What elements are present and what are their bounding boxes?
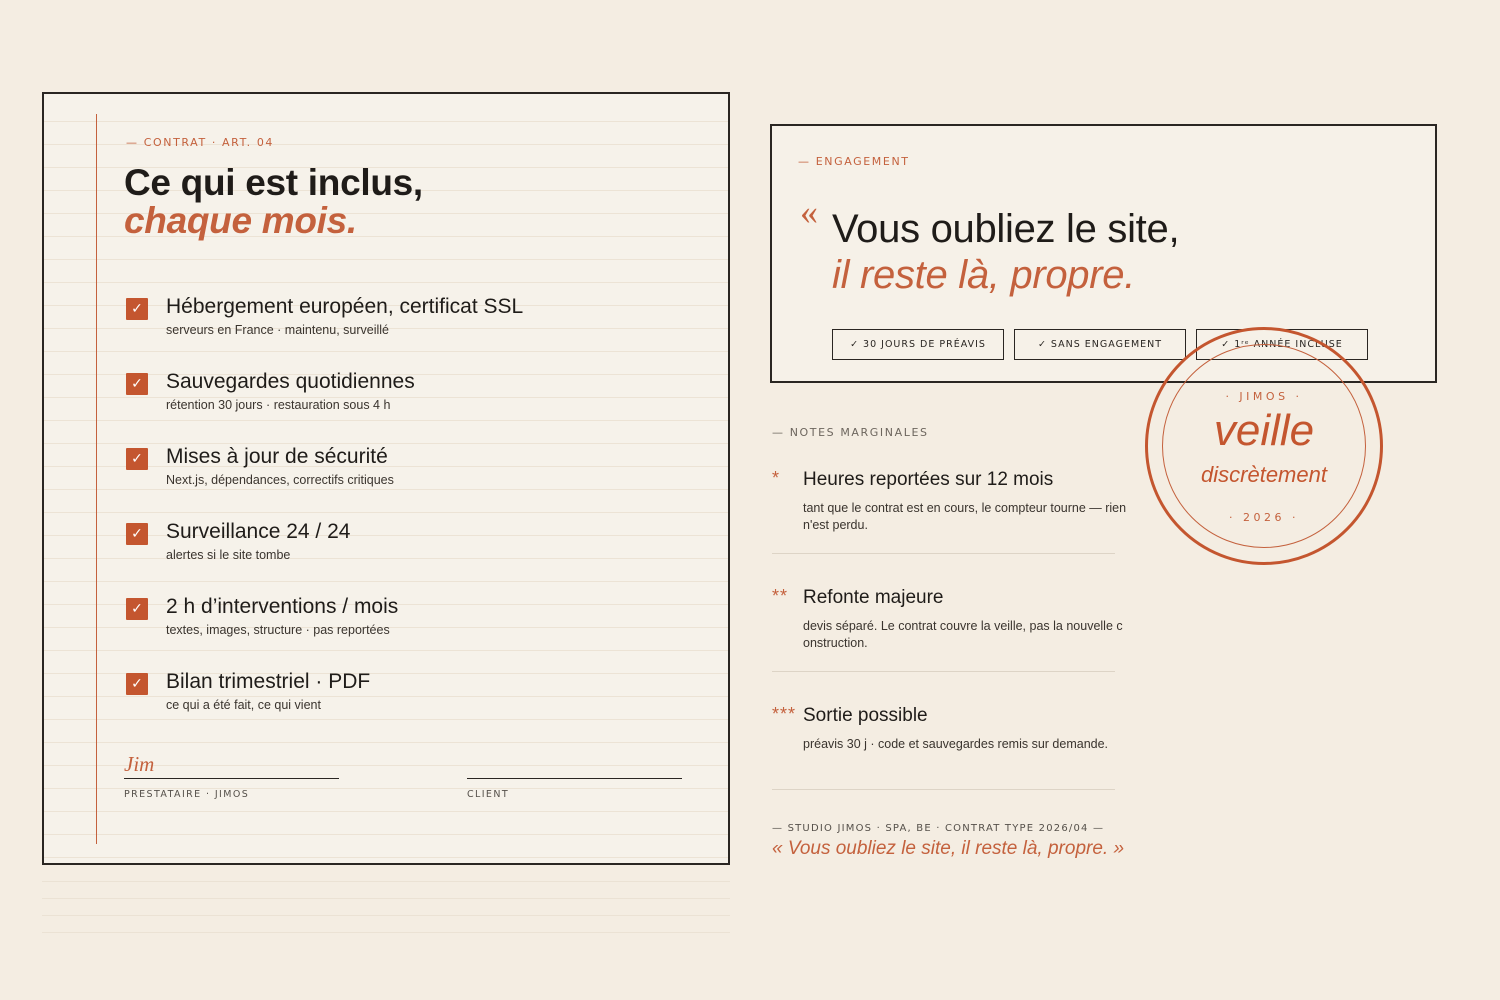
note-item	[772, 704, 1115, 790]
list-item	[124, 444, 704, 519]
pill-no-commitment: ✓ SANS ENGAGEMENT	[1014, 329, 1186, 360]
item-title: Bilan trimestriel · PDF	[166, 670, 371, 693]
contract-title	[124, 164, 423, 240]
checkbox-checked-icon: ✓	[126, 673, 148, 695]
note-title: Heures reportées sur 12 mois	[803, 469, 1054, 490]
note-marker: *	[772, 468, 781, 488]
item-subtitle: Next.js, dépendances, correctifs critiques	[166, 473, 394, 487]
margin-rule	[96, 114, 97, 844]
note-title: Sortie possible	[803, 705, 928, 726]
list-item	[124, 294, 704, 369]
engagement-card	[770, 124, 1437, 383]
item-subtitle: rétention 30 jours · restauration sous 4 h	[166, 398, 391, 412]
note-item	[772, 586, 1123, 672]
list-item	[124, 369, 704, 444]
item-title: 2 h d’interventions / mois	[166, 595, 399, 618]
item-title: Mises à jour de sécurité	[166, 445, 388, 468]
signature-client-label: CLIENT	[467, 789, 510, 800]
contract-title-line1: Ce qui est inclus,	[124, 162, 423, 203]
item-title: Sauvegardes quotidiennes	[166, 370, 415, 393]
note-marker: **	[772, 586, 789, 606]
list-item	[124, 594, 704, 669]
engagement-quote	[832, 206, 1179, 298]
checkbox-checked-icon: ✓	[126, 598, 148, 620]
item-title: Surveillance 24 / 24	[166, 520, 351, 543]
item-subtitle: ce qui a été fait, ce qui vient	[166, 698, 321, 712]
contract-eyebrow: — CONTRAT · ART. 04	[126, 136, 275, 149]
checkbox-checked-icon: ✓	[126, 298, 148, 320]
note-text: préavis 30 j · code et sauvegardes remis sur demande.	[803, 737, 1109, 751]
stamp-year: · 2026 ·	[1229, 511, 1299, 524]
note-text: tant que le contrat est en cours, le compteur tourne — rien n'est perdu.	[803, 501, 1127, 532]
item-subtitle: serveurs en France · maintenu, surveillé	[166, 323, 390, 337]
veille-stamp	[1145, 327, 1383, 565]
engagement-quote-line2: il reste là, propre.	[832, 253, 1136, 297]
checkbox-checked-icon: ✓	[126, 373, 148, 395]
stamp-top-text: · JIMOS ·	[1225, 390, 1303, 403]
pill-first-year: ✓ 1ʳᵉ ANNÉE INCLUSE	[1196, 329, 1368, 360]
note-marker: ***	[772, 704, 797, 724]
signature-provider-label: PRESTATAIRE · JIMOS	[124, 789, 250, 800]
item-subtitle: textes, images, structure · pas reportées	[166, 623, 390, 637]
note-item	[772, 468, 1127, 554]
engagement-quote-line1: Vous oubliez le site,	[832, 207, 1180, 251]
item-title: Hébergement européen, certificat SSL	[166, 295, 524, 318]
stamp-subtitle: discrètement	[1201, 462, 1327, 487]
checkbox-checked-icon: ✓	[126, 523, 148, 545]
signature-client	[467, 749, 682, 800]
note-title: Refonte majeure	[803, 587, 944, 608]
item-subtitle: alertes si le site tombe	[166, 548, 291, 562]
footer-quote: « Vous oubliez le site, il reste là, propre. »	[772, 838, 1125, 859]
signature-provider	[124, 749, 339, 800]
engagement-eyebrow: — ENGAGEMENT	[798, 155, 910, 168]
ruled-lines-decoration	[42, 865, 730, 935]
signature-client-line	[467, 749, 682, 779]
quote-mark-icon: «	[800, 192, 818, 232]
notes-eyebrow: — NOTES MARGINALES	[772, 426, 929, 439]
contract-card	[42, 92, 730, 865]
included-list	[124, 294, 704, 744]
list-item	[124, 669, 704, 744]
pill-notice: ✓ 30 JOURS DE PRÉAVIS	[832, 329, 1004, 360]
stamp-word: veille	[1213, 406, 1315, 455]
contract-title-line2: chaque mois.	[124, 200, 357, 241]
note-text: devis séparé. Le contrat couvre la veille, pas la nouvelle c onstruction.	[803, 619, 1123, 650]
footer-credit: — STUDIO JIMOS · SPA, BE · CONTRAT TYPE 2026/04 —	[772, 823, 1105, 834]
checkbox-checked-icon: ✓	[126, 448, 148, 470]
signature-provider-name: Jim	[124, 749, 339, 779]
list-item	[124, 519, 704, 594]
